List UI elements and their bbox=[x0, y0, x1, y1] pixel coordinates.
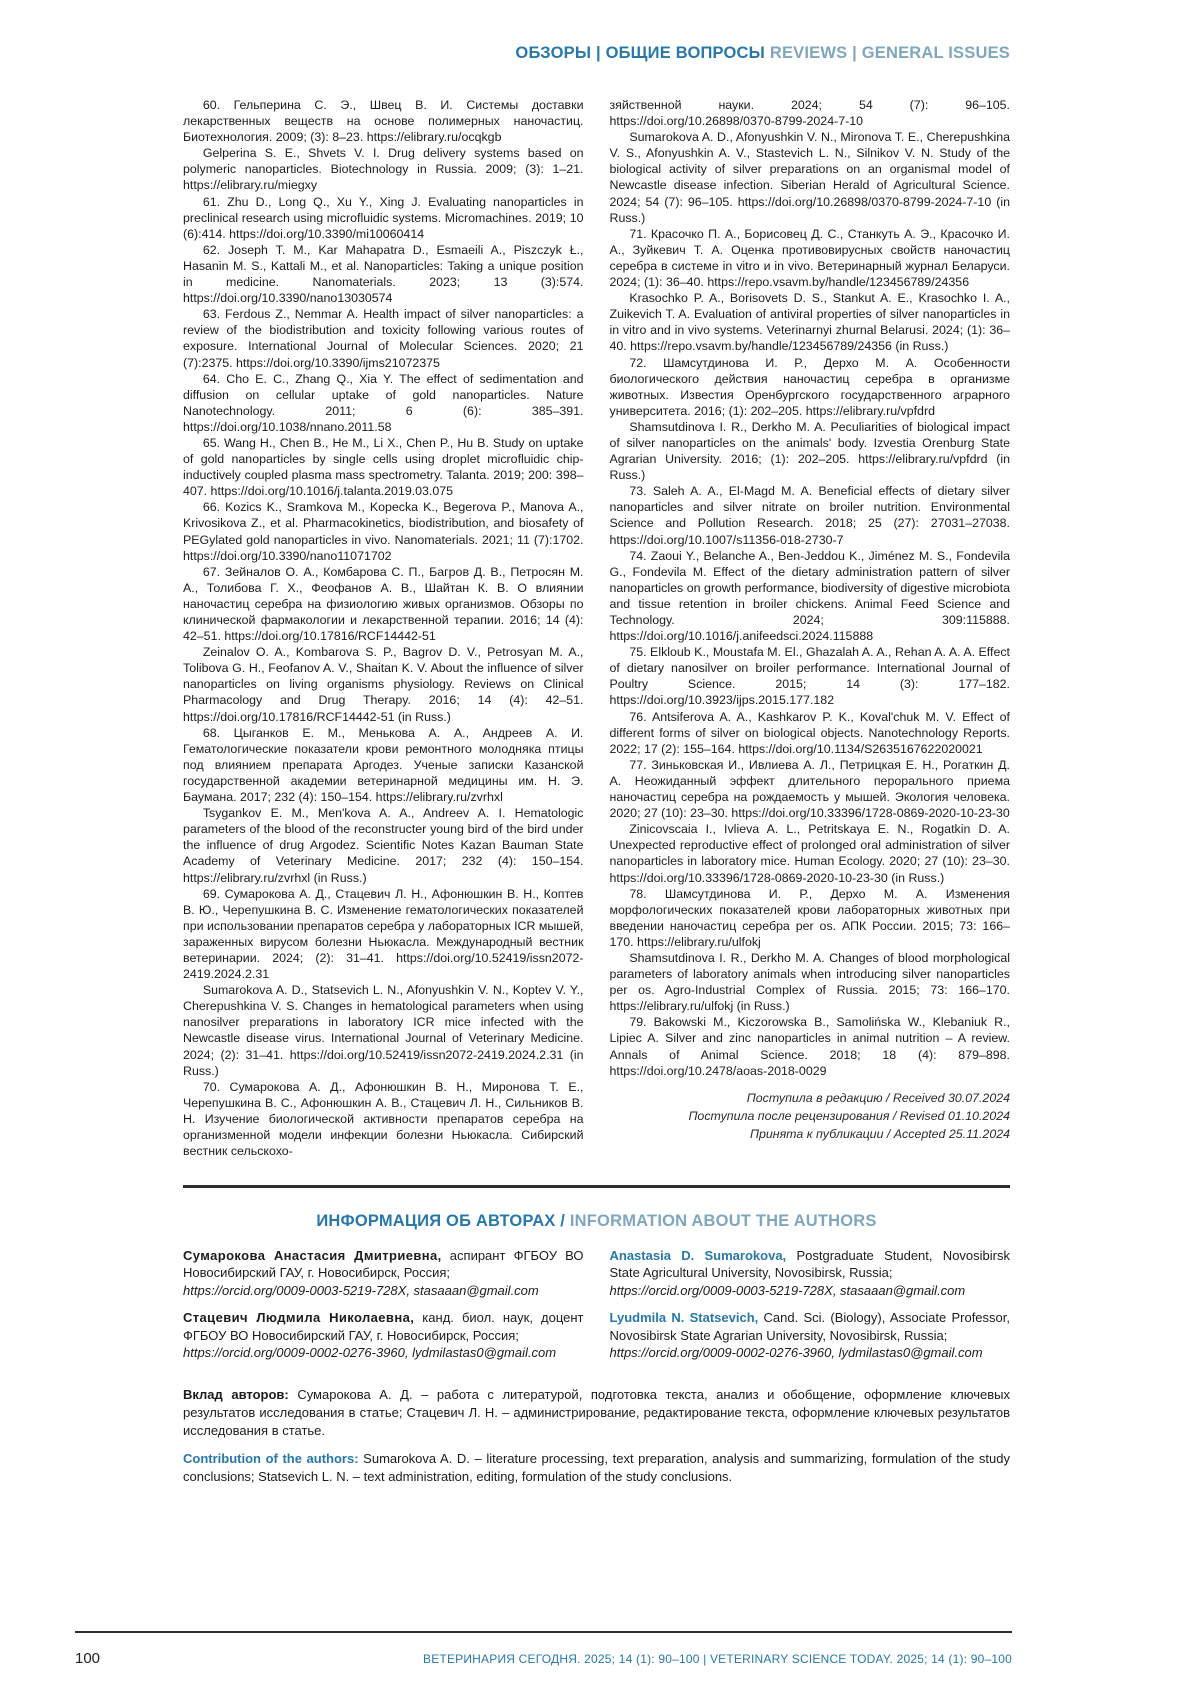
footer-journal-citation: ВЕТЕРИНАРИЯ СЕГОДНЯ. 2025; 14 (1): 90–100 | VETERINARY SCIENCE TODAY. 2025; 14 (1): 90–100 bbox=[423, 1652, 1012, 1666]
reference-paragraph: Gelperina S. E., Shvets V. I. Drug delivery systems based on polymeric nanoparticles. Biotechnology in Russia. 2009; (3): 1–21. https://elibrary.ru/miegxy bbox=[183, 146, 584, 193]
author-orcid-email: https://orcid.org/0009-0003-5219-728X, stasaaan@gmail.com bbox=[609, 1282, 966, 1298]
reference-paragraph: 63. Ferdous Z., Nemmar A. Health impact of silver nanoparticles: a review of the biodistribution and toxicity following various routes of exposure. International Journal of Molecular Sciences. 2020; 21 (7):2375. https://doi.org/10.3390/ijms21072375 bbox=[183, 307, 584, 370]
authors-title-ru: ИНФОРМАЦИЯ ОБ АВТОРАХ / bbox=[316, 1211, 566, 1230]
author-info-ru-2 bbox=[183, 1309, 584, 1362]
accepted-date: Принята к публикации / Accepted 25.11.2024 bbox=[749, 1126, 1010, 1141]
reference-paragraph: 69. Сумарокова А. Д., Стацевич Л. Н., Афонюшкин В. Н., Коптев В. Ю., Черепушкина В. С. Изменение гематологических показателей при использовании препаратов серебра у лабораторных ICR мышей, зараженных вирусом болезни Ньюкасла. Международный вестник ветеринарии. 2024; (2): 31–41. https://doi.org/10.52419/issn2072-2419.2024.2.31 bbox=[183, 886, 584, 982]
reference-paragraph: 65. Wang H., Chen B., He M., Li X., Chen P., Hu B. Study on uptake of gold nanoparticles by single cells using droplet microfluidic chip-inductively coupled plasma mass spectrometry. Talanta. 2019; 200: 398–407. https://doi.org/10.1016/j.talanta.2019.03.075 bbox=[183, 435, 584, 499]
authors-info bbox=[183, 1247, 1010, 1372]
article-dates bbox=[610, 1089, 1011, 1143]
author-name: Lyudmila N. Statsevich, bbox=[609, 1310, 759, 1326]
contribution-text-ru: Сумарокова А. Д. – работа с литературой, подготовка текста, анализ и обобщение, оформление ключевых результатов исследования в статье; Стацевич Л. Н. – администрирование, редактирование текста, оформление ключевых результатов исследования в статье. bbox=[183, 1386, 1010, 1438]
running-head bbox=[183, 44, 1010, 63]
author-affiliation: Cand. Sci. (Biology), Associate Professor, Novosibirsk State Agrarian University, Novosibirsk, Russia; bbox=[609, 1310, 1010, 1343]
author-name: Сумарокова Анастасия Дмитриевна, bbox=[183, 1247, 442, 1263]
running-head-ru: ОБЗОРЫ | ОБЩИЕ ВОПРОСЫ bbox=[515, 44, 766, 62]
author-orcid-email: https://orcid.org/0009-0003-5219-728X, stasaaan@gmail.com bbox=[183, 1282, 539, 1298]
reference-paragraph: 78. Шамсутдинова И. Р., Дерхо М. А. Изменения морфологических показателей крови лабораторных животных при введении наночастиц серебра per os. АПК России. 2015; 73: 166–170. https://elibrary.ru/ulfokj bbox=[609, 886, 1010, 949]
authors-title-en: INFORMATION ABOUT THE AUTHORS bbox=[565, 1211, 877, 1230]
authors-column-en bbox=[610, 1247, 1011, 1372]
contribution-text-en: Sumarokova A. D. – literature processing, text preparation, analysis and summarizing, formulation of the study conclusions; Statsevich L. N. – text administration, editing, formulation of the study conclusions. bbox=[183, 1450, 1010, 1484]
page-number: 100 bbox=[75, 1650, 101, 1667]
reference-paragraph: Krasochko P. A., Borisovets D. S., Stankut A. E., Krasochko I. A., Zuikevich T. A. Evaluation of antiviral properties of silver nanoparticles in in vitro and in vivo systems. Veterinarnyi zhurnal Belarusi. 2024; (1): 36–40. https://repo.vsavm.by/handle/123456789/24356 (in Russ.) bbox=[609, 291, 1010, 354]
reference-paragraph: 77. Зиньковская И., Ивлиева А. Л., Петрицкая Е. Н., Рогаткин Д. А. Неожиданный эффект длительного перорального приема наночастиц серебра на рождаемость у мышей. Экология человека. 2020; 27 (10): 23–30. https://doi.org/10.33396/1728-0869-2020-10-23-30 bbox=[609, 757, 1010, 821]
author-affiliation: аспирант ФГБОУ ВО Новосибирский ГАУ, г. Новосибирск, Россия; bbox=[183, 1247, 584, 1281]
revised-date: Поступила после рецензирования / Revised 01.10.2024 bbox=[688, 1108, 1010, 1123]
reference-paragraph: 66. Kozics K., Sramkova M., Kopecka K., Begerova P., Manova A., Krivosikova Z., et al. Pharmacokinetics, biodistribution, and biosafety of PEGylated gold nanoparticles in vivo. Nanomaterials. 2021; 11 (7):1702. https://doi.org/10.3390/nano11071702 bbox=[183, 500, 584, 563]
reference-paragraph: 70. Сумарокова А. Д., Афонюшкин В. Н., Миронова Т. Е., Черепушкина В. С., Афонюшкин А. В., Стацевич Л. Н., Сильников В. Н. Изучение биологической активности препаратов серебра на организменной модели инфекции болезни Ньюкасла. Сибирский вестник сельскохо- bbox=[183, 1079, 584, 1159]
author-name: Anastasia D. Sumarokova, bbox=[609, 1247, 787, 1263]
author-info-en-2 bbox=[610, 1309, 1011, 1362]
references-column-left bbox=[183, 97, 584, 1159]
reference-paragraph: 67. Зейналов О. А., Комбарова С. П., Багров Д. В., Петросян М. А., Толибова Г. Х., Феофанов А. В., Шайтан К. В. О влиянии наночастиц серебра на физиологию живых организмов. Обзоры по клинической фармакологии и лекарственной терапии. 2016; 14 (4): 42–51. https://doi.org/10.17816/RCF14442-51 bbox=[183, 564, 584, 644]
reference-paragraph: 64. Cho E. C., Zhang Q., Xia Y. The effect of sedimentation and diffusion on cellular uptake of gold nanoparticles. Nature Nanotechnology. 2011; 6 (6): 385–391. https://doi.org/10.1038/nnano.2011.58 bbox=[183, 371, 584, 434]
reference-paragraph: зяйственной науки. 2024; 54 (7): 96–105. https://doi.org/10.26898/0370-8799-2024-7-10 bbox=[609, 98, 1010, 129]
reference-paragraph: Shamsutdinova I. R., Derkho M. A. Peculiarities of biological impact of silver nanoparticles on the animals' body. Izvestia Orenburg State Agrarian University. 2016; (1): 202–205. https://elibrary.ru/vpfdrd (in Russ.) bbox=[609, 419, 1010, 483]
footer bbox=[75, 1650, 1012, 1667]
author-name: Стацевич Людмила Николаевна, bbox=[183, 1310, 415, 1326]
authors-section-title bbox=[183, 1212, 1010, 1231]
reference-paragraph: 73. Saleh A. A., El-Magd M. A. Beneficial effects of dietary silver nanoparticles and silver nitrate on broiler nutrition. Environmental Science and Pollution Research. 2018; 25 (27): 27031–27038. https://doi.org/10.1007/s11356-018-2730-7 bbox=[609, 484, 1010, 547]
reference-paragraph: Sumarokova A. D., Afonyushkin V. N., Mironova T. E., Cherepushkina V. S., Afonyushkin A. V., Stastevich L. N., Silnikov V. N. Study of the biological activity of silver preparations on an organismal model of Newcastle disease infection. Siberian Herald of Agricultural Science. 2024; 54 (7): 96–105. https://doi.org/10.26898/0370-8799-2024-7-10 (in Russ.) bbox=[609, 130, 1010, 225]
authors-column-ru bbox=[183, 1247, 584, 1372]
reference-paragraph: 60. Гельперина С. Э., Швец В. И. Системы доставки лекарственных веществ на основе полимерных наночастиц. Биотехнология. 2009; (3): 8–23. https://elibrary.ru/ocqkgb bbox=[183, 98, 584, 145]
contribution-ru bbox=[183, 1386, 1010, 1440]
reference-paragraph: 74. Zaoui Y., Belanche A., Ben-Jeddou K., Jiménez M. S., Fondevila G., Fondevila M. Effect of the dietary administration pattern of silver nanoparticles on growth performance, biodiversity of digestive microbiota and tissue retention in broiler chickens. Animal Feed Science and Technology. 2024; 309:115888. https://doi.org/10.1016/j.anifeedsci.2024.115888 bbox=[609, 548, 1010, 644]
reference-paragraph: 72. Шамсутдинова И. Р., Дерхо М. А. Особенности биологического действия наночастиц серебра в организме животных. Известия Оренбургского государственного аграрного университета. 2016; (1): 202–205. https://elibrary.ru/vpfdrd bbox=[609, 355, 1010, 418]
footer-divider bbox=[75, 1631, 1012, 1633]
contribution-section bbox=[183, 1386, 1010, 1486]
author-orcid-email: https://orcid.org/0009-0002-0276-3960, lydmilastas0@gmail.com bbox=[183, 1345, 557, 1361]
reference-paragraph: Tsygankov E. M., Men'kova A. A., Andreev A. I. Hematologic parameters of the blood of the reconstructer young bird of the bird under the influence of drug Argodez. Scientific Notes Kazan Bauman State Academy of Veterinary Medicine. 2017; 232 (4): 150–154. https://elibrary.ru/zvrhxl (in Russ.) bbox=[183, 806, 584, 885]
reference-paragraph: 62. Joseph T. M., Kar Mahapatra D., Esmaeili A., Piszczyk Ł., Hasanin M. S., Kattali M., et al. Nanoparticles: Taking a unique position in medicine. Nanomaterials. 2023; 13 (3):574. https://doi.org/10.3390/nano13030574 bbox=[183, 242, 584, 306]
reference-paragraph: Zinicovscaia I., Ivlieva A. L., Petritskaya E. N., Rogatkin D. A. Unexpected reproductive effect of prolonged oral administration of silver nanoparticles in laboratory mice. Human Ecology. 2020; 27 (10): 23–30. https://doi.org/10.33396/1728-0869-2020-10-23-30 (in Russ.) bbox=[609, 822, 1010, 885]
reference-paragraph: Sumarokova A. D., Statsevich L. N., Afonyushkin V. N., Koptev V. Y., Cherepushkina V. S. Changes in hematological parameters when using nanosilver preparations in laboratory ICR mice infected with the Newcastle disease virus. International Journal of Veterinary Medicine. 2024; (2): 31–41. https://doi.org/10.52419/issn2072-2419.2024.2.31 (in Russ.) bbox=[183, 983, 584, 1078]
reference-paragraph: Shamsutdinova I. R., Derkho M. A. Changes of blood morphological parameters of laboratory animals when introducing silver nanoparticles per os. Agro-Industrial Complex of Russia. 2015; 73: 166–170. https://elibrary.ru/ulfokj (in Russ.) bbox=[609, 950, 1010, 1014]
references-section bbox=[183, 97, 1010, 1159]
reference-paragraph: 71. Красочко П. А., Борисовец Д. С., Станкуть А. Э., Красочко И. А., Зуйкевич Т. А. Оценка противовирусных свойств наночастиц серебра в системе in vitro и in vivo. Ветеринарный журнал Беларуси. 2024; (1): 36–40. https://repo.vsavm.by/handle/123456789/24356 bbox=[609, 226, 1010, 290]
reference-paragraph: 68. Цыганков Е. М., Менькова А. А., Андреев А. И. Гематологические показатели крови ремонтного молодняка птицы под влиянием препарата Аргодез. Ученые записки Казанской государственной академии ветеринарной медицины им. Н. Э. Баумана. 2017; 232 (4): 150–154. https://elibrary.ru/zvrhxl bbox=[183, 725, 584, 805]
reference-paragraph: 79. Bakowski M., Kiczorowska B., Samolińska W., Klebaniuk R., Lipiec A. Silver and zinc nanoparticles in animal nutrition – A review. Annals of Animal Science. 2018; 18 (4): 879–898. https://doi.org/10.2478/aoas-2018-0029 bbox=[609, 1015, 1010, 1078]
reference-paragraph: 76. Antsiferova A. A., Kashkarov P. K., Koval'chuk M. V. Effect of different forms of silver on biological objects. Nanotechnology Reports. 2022; 17 (2): 155–164. https://doi.org/10.1134/S2635167622020021 bbox=[609, 709, 1010, 756]
author-orcid-email: https://orcid.org/0009-0002-0276-3960, lydmilastas0@gmail.com bbox=[609, 1345, 983, 1361]
reference-paragraph: 75. Elkloub K., Moustafa M. El., Ghazalah A. A., Rehan A. A. A. Effect of dietary nanosilver on broiler performance. International Journal of Poultry Science. 2015; 14 (3): 177–182. https://doi.org/10.3923/ijps.2015.177.182 bbox=[609, 645, 1010, 708]
contribution-en bbox=[183, 1450, 1010, 1486]
reference-paragraph: 61. Zhu D., Long Q., Xu Y., Xing J. Evaluating nanoparticles in preclinical research using microfluidic systems. Micromachines. 2019; 10 (6):414. https://doi.org/10.3390/mi10060414 bbox=[183, 194, 584, 241]
contribution-label-en: Contribution of the authors: bbox=[183, 1450, 359, 1466]
author-affiliation: Postgraduate Student, Novosibirsk State Agricultural University, Novosibirsk, Russia; bbox=[609, 1247, 1010, 1281]
running-head-en: REVIEWS | GENERAL ISSUES bbox=[769, 44, 1010, 62]
reference-paragraph: Zeinalov O. A., Kombarova S. P., Bagrov D. V., Petrosyan M. A., Tolibova G. H., Feofanov A. V., Shaitan K. V. About the influence of silver nanoparticles on living organisms physiology. Reviews on Clinical Pharmacology and Drug Therapy. 2016; 14 (4): 42–51. https://doi.org/10.17816/RCF14442-51 (in Russ.) bbox=[183, 645, 584, 724]
contribution-label-ru: Вклад авторов: bbox=[183, 1386, 289, 1402]
section-divider bbox=[183, 1185, 1010, 1188]
received-date: Поступила в редакцию / Received 30.07.2024 bbox=[746, 1090, 1010, 1105]
author-info-en-1 bbox=[610, 1247, 1011, 1300]
author-affiliation: канд. биол. наук, доцент ФГБОУ ВО Новосибирский ГАУ, г. Новосибирск, Россия; bbox=[183, 1310, 584, 1343]
author-info-ru-1 bbox=[183, 1247, 584, 1300]
references-column-right bbox=[610, 97, 1011, 1159]
